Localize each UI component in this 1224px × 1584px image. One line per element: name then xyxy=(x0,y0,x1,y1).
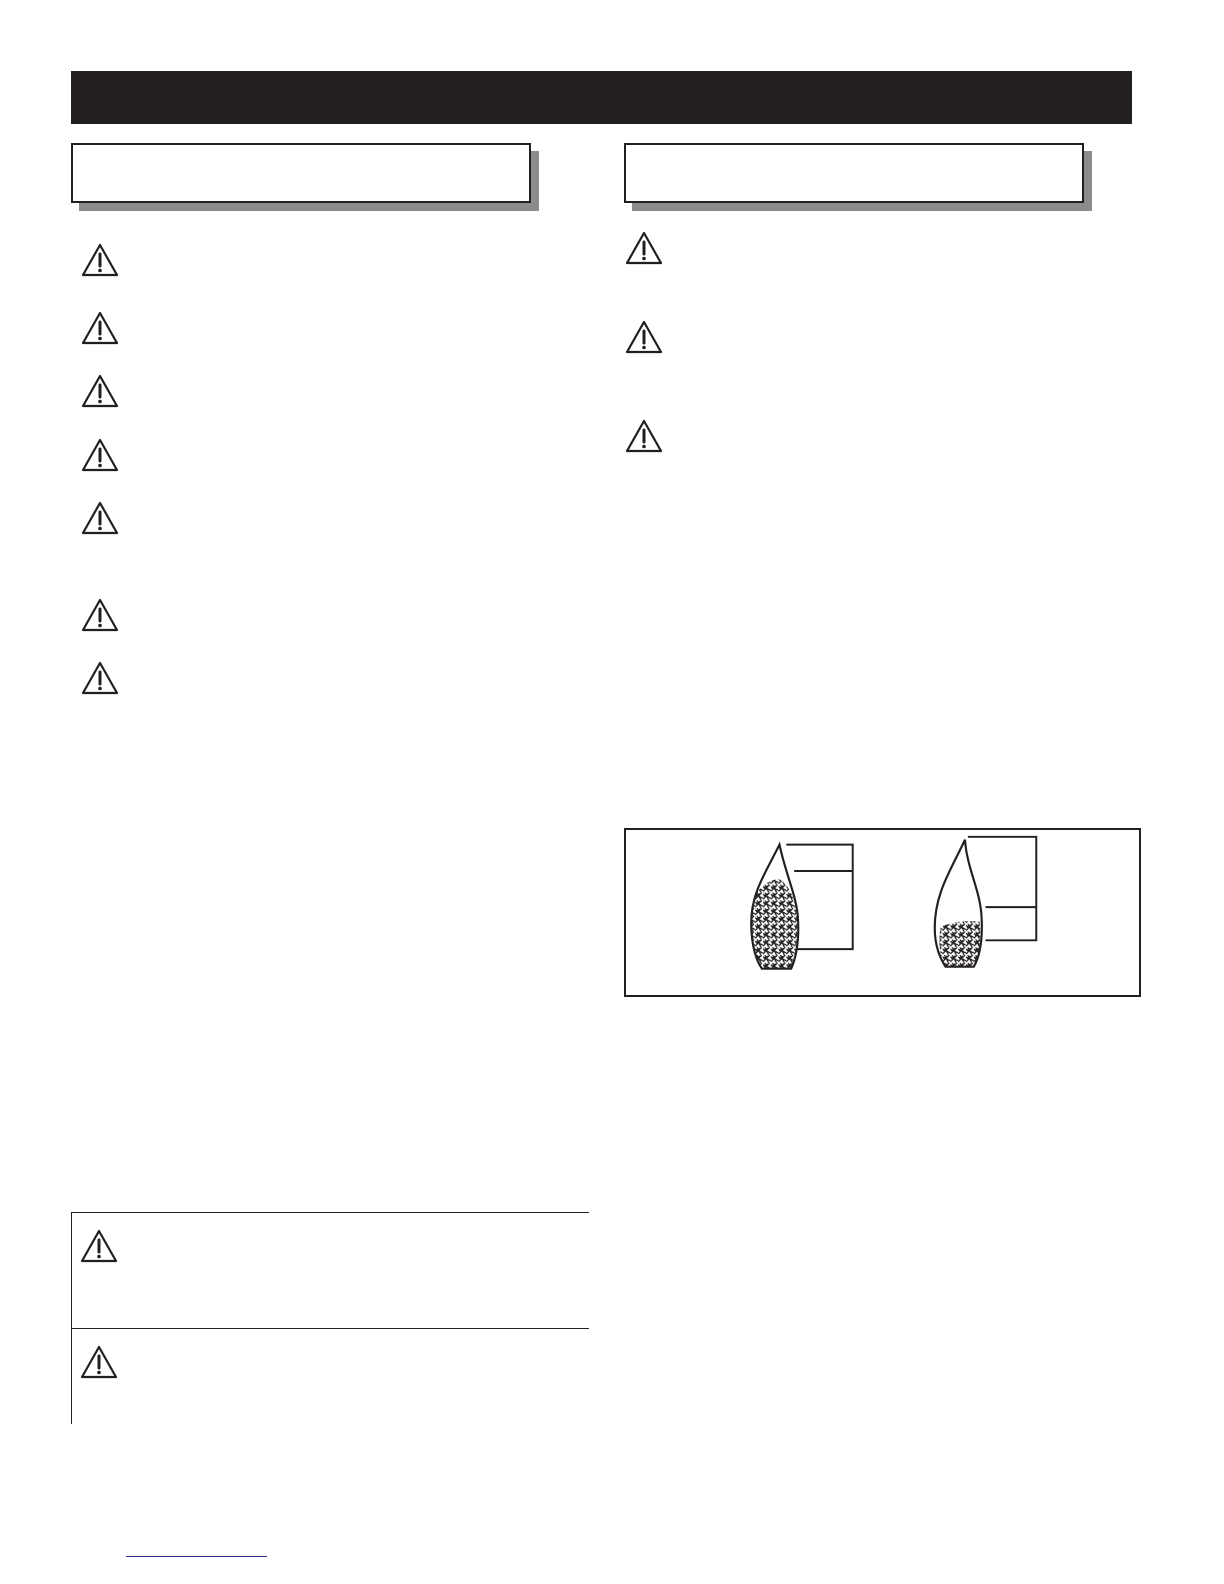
boxed-note-1 xyxy=(71,1212,589,1329)
warning-triangle-icon xyxy=(80,310,120,346)
warning-triangle-icon xyxy=(80,242,120,278)
warning-triangle-icon xyxy=(79,1228,119,1264)
boxed-note-2 xyxy=(71,1328,589,1424)
flame-diagram xyxy=(626,830,1139,995)
warning-triangle-icon xyxy=(79,1344,119,1380)
warning-triangle-icon xyxy=(80,437,120,473)
warning-triangle-icon xyxy=(624,418,664,454)
left-section-heading-box xyxy=(71,143,531,203)
warning-triangle-icon xyxy=(80,500,120,536)
flame-diagram-panel xyxy=(624,828,1141,997)
warning-triangle-icon xyxy=(80,597,120,633)
right-section-heading-box xyxy=(624,143,1084,203)
warning-triangle-icon xyxy=(80,373,120,409)
flame-tall-dense-base xyxy=(751,845,853,969)
warning-triangle-icon xyxy=(624,319,664,355)
warning-triangle-icon xyxy=(624,230,664,266)
footer-link[interactable] xyxy=(126,1556,267,1557)
flame-short-dense-base xyxy=(935,837,1037,967)
header-bar xyxy=(71,71,1132,124)
warning-triangle-icon xyxy=(80,660,120,696)
